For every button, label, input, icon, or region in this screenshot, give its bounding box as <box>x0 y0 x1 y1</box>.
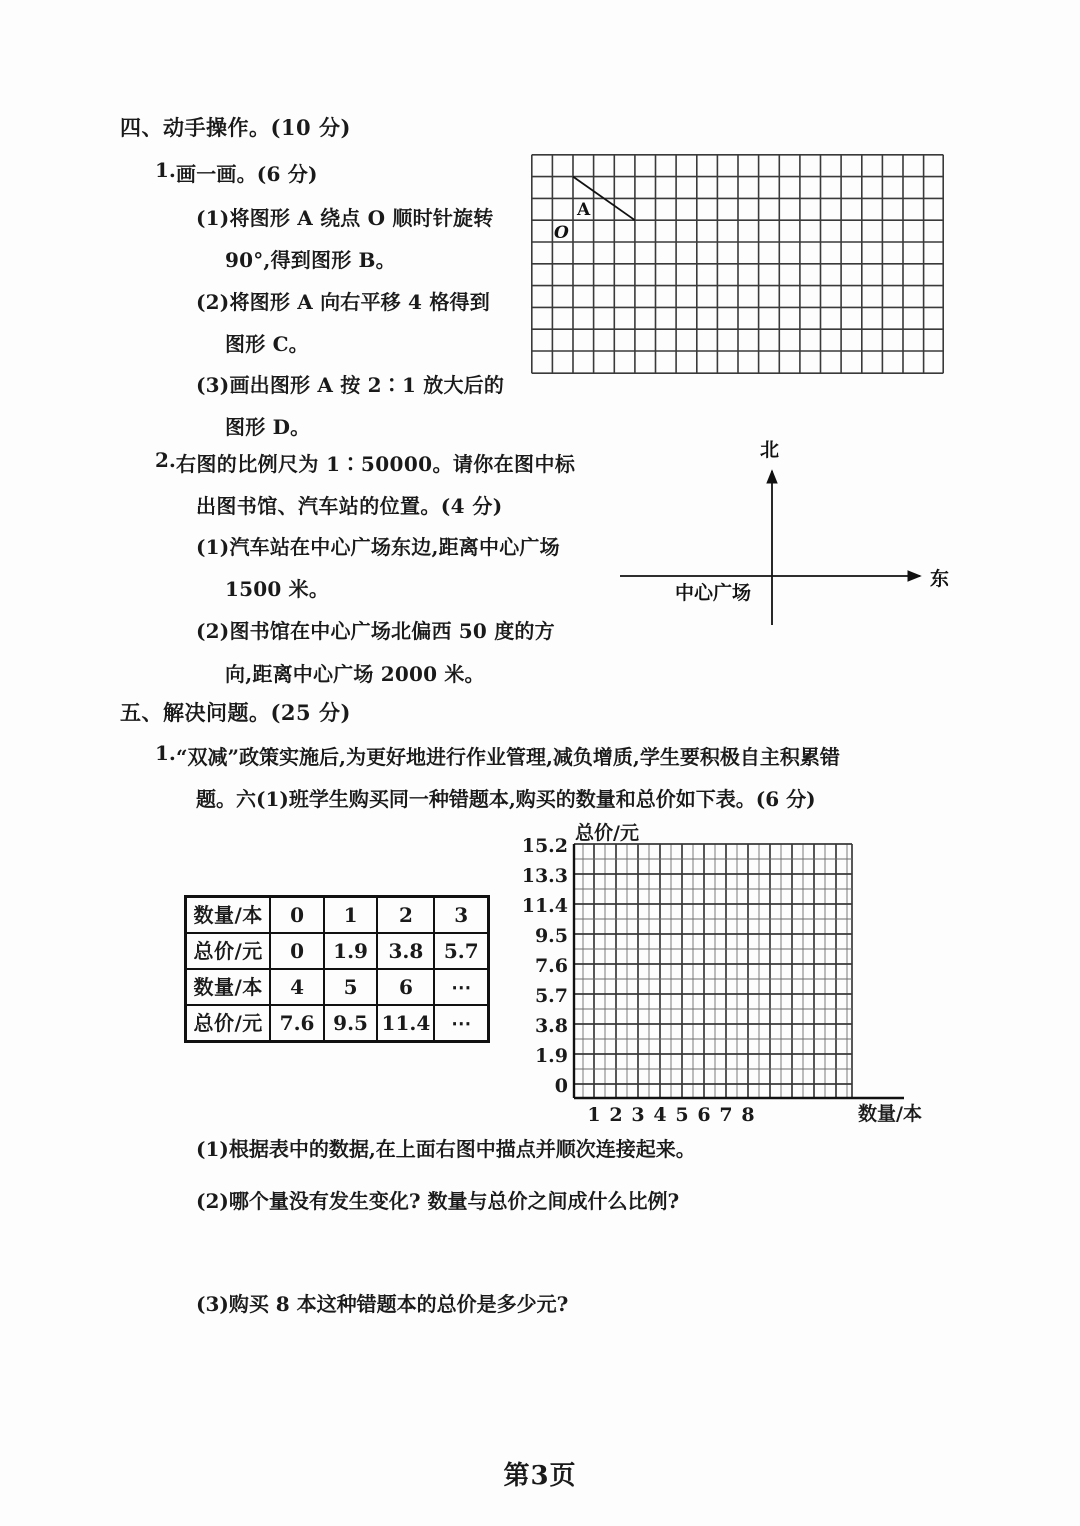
table-row <box>186 933 489 969</box>
chart-y-tick: 0 <box>554 1075 568 1097</box>
shape-label-o: O <box>554 223 569 243</box>
table-row-header: 总价/元 <box>186 933 271 969</box>
question-2-line-2: 出图书馆、汽车站的位置。(4 分) <box>196 494 503 518</box>
chart-x-tick: 6 <box>697 1104 711 1126</box>
compass-figure <box>620 435 965 650</box>
table-cell: 1.9 <box>324 933 378 969</box>
chart-y-tick: 3.8 <box>534 1015 568 1037</box>
table-cell: 6 <box>377 969 434 1005</box>
table-cell: 11.4 <box>377 1005 434 1042</box>
chart-y-ticks <box>520 818 568 1118</box>
table-cell: 3 <box>434 897 488 934</box>
chart-y-tick: 11.4 <box>521 895 568 917</box>
question-1-line-4: 图形 C。 <box>225 332 309 356</box>
price-quantity-chart <box>520 818 960 1126</box>
table-cell: 0 <box>270 933 324 969</box>
chart-y-tick: 7.6 <box>534 955 568 977</box>
question-5-1-number: 1. <box>155 741 176 765</box>
table-row <box>186 969 489 1005</box>
chart-y-tick: 1.9 <box>534 1045 568 1067</box>
table-cell: 7.6 <box>270 1005 324 1042</box>
chart-y-tick: 9.5 <box>534 925 568 947</box>
table-cell: 3.8 <box>377 933 434 969</box>
table-row-header: 数量/本 <box>186 897 271 934</box>
question-5-1-sub-2: (2)哪个量没有发生变化? 数量与总价之间成什么比例? <box>196 1189 680 1213</box>
shape-grid-svg <box>531 154 944 374</box>
question-2-number: 2. <box>155 448 176 472</box>
table-row <box>186 897 489 934</box>
question-2-line-4: 1500 米。 <box>225 577 330 601</box>
question-5-1-sub-3: (3)购买 8 本这种错题本的总价是多少元? <box>196 1292 569 1316</box>
question-2-line-6: 向,距离中心广场 2000 米。 <box>225 662 485 686</box>
page-footer: 第3页 <box>503 1461 577 1491</box>
question-1-line-3: (2)将图形 A 向右平移 4 格得到 <box>196 290 490 314</box>
chart-x-tick: 4 <box>653 1104 667 1126</box>
chart-x-tick: 3 <box>631 1104 645 1126</box>
table-row-header: 总价/元 <box>186 1005 271 1042</box>
question-5-1-line-2: 题。六(1)班学生购买同一种错题本,购买的数量和总价如下表。(6 分) <box>196 787 816 811</box>
table-cell: 2 <box>377 897 434 934</box>
chart-y-axis-title: 总价/元 <box>575 822 639 844</box>
question-1-line-1: (1)将图形 A 绕点 O 顺时针旋转 <box>196 206 494 230</box>
table-cell: ⋯ <box>434 969 488 1005</box>
chart-minor-vertical-lines <box>583 844 847 1098</box>
section-heading-5: 五、解决问题。(25 分) <box>120 700 351 725</box>
question-1-number: 1. <box>155 158 176 182</box>
question-1-line-2: 90°,得到图形 B。 <box>225 248 396 272</box>
table-row <box>186 1005 489 1042</box>
table-cell: 4 <box>270 969 324 1005</box>
question-2-line-1: 右图的比例尺为 1∶50000。请你在图中标 <box>176 452 576 476</box>
table-cell: 0 <box>270 897 324 934</box>
chart-x-tick: 5 <box>675 1104 689 1126</box>
table-cell: 5 <box>324 969 378 1005</box>
compass-label-north: 北 <box>760 439 780 461</box>
chart-x-tick: 2 <box>609 1104 623 1126</box>
table-cell: 5.7 <box>434 933 488 969</box>
chart-major-vertical-lines <box>574 844 852 1098</box>
chart-y-tick: 13.3 <box>521 865 568 887</box>
question-2-line-5: (2)图书馆在中心广场北偏西 50 度的方 <box>196 619 555 643</box>
question-1-title: 画一画。(6 分) <box>176 162 318 186</box>
compass-label-origin: 中心广场 <box>675 582 752 604</box>
chart-x-axis-title: 数量/本 <box>858 1103 922 1125</box>
section-heading-4: 四、动手操作。(10 分) <box>120 115 351 140</box>
question-1-line-6: 图形 D。 <box>225 415 311 439</box>
shape-label-a: A <box>577 200 591 220</box>
chart-y-tick: 5.7 <box>534 985 568 1007</box>
quantity-price-table <box>184 895 490 1043</box>
question-2-line-3: (1)汽车站在中心广场东边,距离中心广场 <box>196 535 560 559</box>
chart-grid-svg <box>572 842 912 1100</box>
table-cell: 9.5 <box>324 1005 378 1042</box>
chart-y-tick: 15.2 <box>521 835 568 857</box>
question-5-1-sub-1: (1)根据表中的数据,在上面右图中描点并顺次连接起来。 <box>196 1137 696 1161</box>
question-1-line-5: (3)画出图形 A 按 2∶1 放大后的 <box>196 373 505 397</box>
compass-svg <box>620 435 965 650</box>
table-cell: ⋯ <box>434 1005 488 1042</box>
shape-grid-figure <box>531 154 944 374</box>
table-row-header: 数量/本 <box>186 969 271 1005</box>
chart-x-tick: 1 <box>587 1104 601 1126</box>
grid-lines <box>532 155 943 373</box>
table-cell: 1 <box>324 897 378 934</box>
chart-x-tick: 8 <box>741 1104 755 1126</box>
question-5-1-line-1: “双减”政策实施后,为更好地进行作业管理,减负增质,学生要积极自主积累错 <box>176 745 840 769</box>
chart-x-tick: 7 <box>719 1104 733 1126</box>
compass-label-east: 东 <box>930 568 950 590</box>
